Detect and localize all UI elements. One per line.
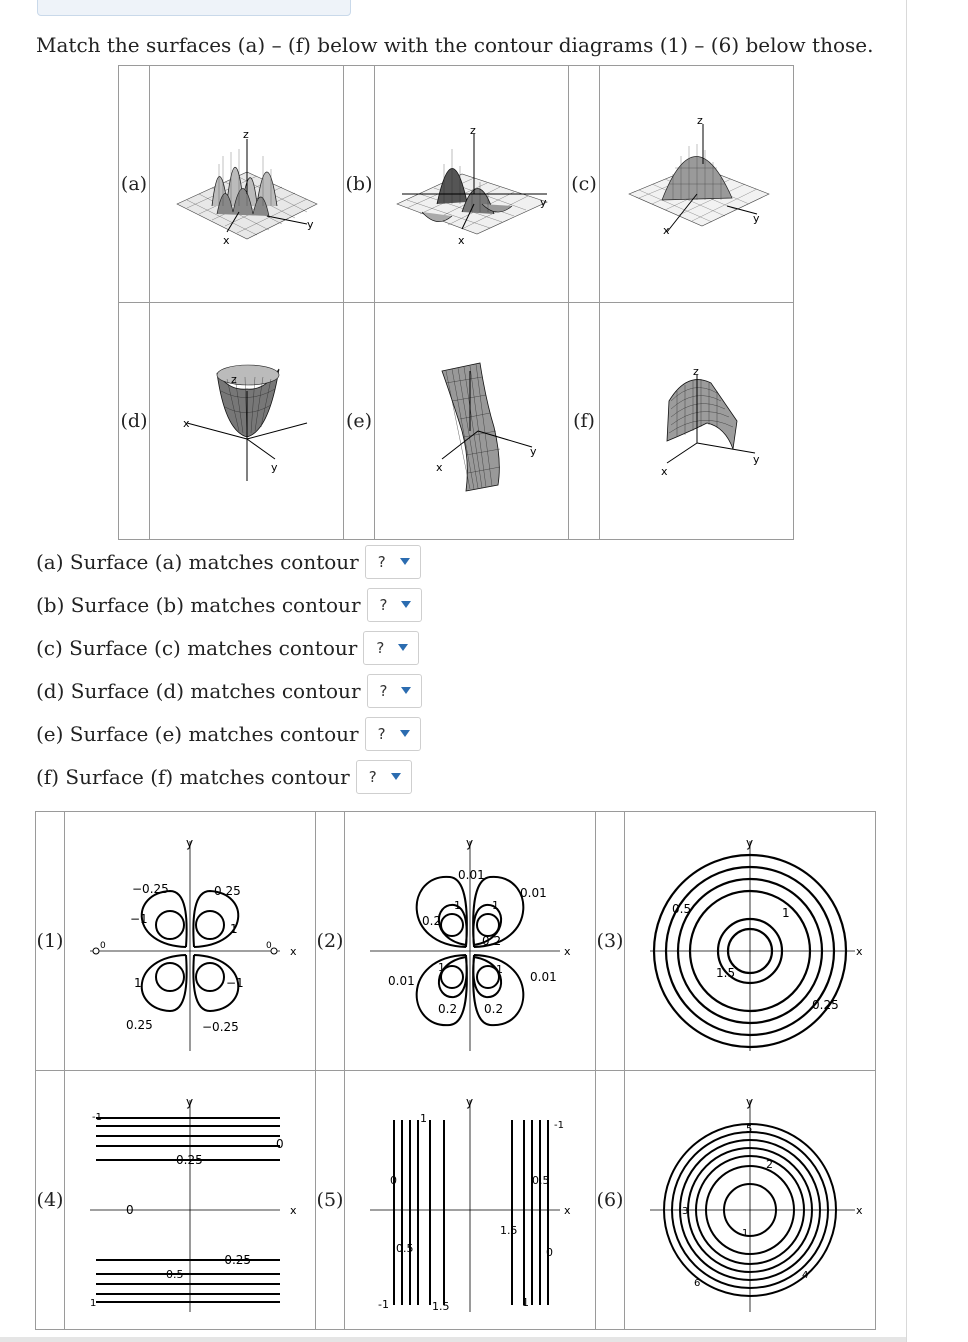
contour-2-label-right: 0.01 xyxy=(530,970,557,984)
surface-d-cell xyxy=(150,303,344,540)
contour-label-2: (2) xyxy=(316,812,345,1071)
answer-label-b: (b) Surface (b) matches contour xyxy=(36,592,361,617)
answer-row-a xyxy=(36,540,422,583)
contour-select-c[interactable] xyxy=(363,631,419,665)
contour-2-x-label: x xyxy=(564,945,571,958)
contour-select-d[interactable] xyxy=(367,674,423,708)
contour-5-label-d: -1 xyxy=(378,1298,389,1311)
surface-e-plot xyxy=(382,331,562,511)
surface-c-y-label: y xyxy=(752,212,760,225)
contour-1-label-sw-outer: 0.25 xyxy=(126,1018,153,1032)
surface-a-y-label: y xyxy=(306,218,314,231)
chevron-down-icon xyxy=(398,644,408,651)
contour-select-f[interactable] xyxy=(356,760,412,794)
contour-4-label-lower-mid: -0.25 xyxy=(220,1253,252,1267)
contour-2-plot xyxy=(350,821,590,1061)
chevron-down-icon xyxy=(400,558,410,565)
contour-label-3: (3) xyxy=(596,812,625,1071)
contour-2-label-ne-in: 1 xyxy=(492,899,499,912)
surface-c-cell xyxy=(600,66,794,303)
answers-list xyxy=(36,540,422,798)
contour-5-label-b: 0 xyxy=(390,1174,397,1187)
contour-1-label-axis-left: 0 xyxy=(100,941,106,951)
surface-f-plot xyxy=(607,331,787,511)
contour-2-label-sw-in: 1 xyxy=(438,961,445,974)
contour-2-label-left: 0.01 xyxy=(388,974,415,988)
contour-6-x-label: x xyxy=(856,1204,863,1217)
contour-3-y-label: y xyxy=(746,836,754,850)
contour-select-a-value: ? xyxy=(377,552,386,571)
contour-5-label-e: 1.5 xyxy=(432,1300,450,1313)
surface-b-z-label: z xyxy=(469,124,476,137)
answer-row-b xyxy=(36,583,422,626)
contour-4-label-top-right: 0 xyxy=(276,1137,284,1151)
contour-4-label-left-mid: 0 xyxy=(126,1203,134,1217)
surface-a-z-label: z xyxy=(242,128,249,141)
contour-1-label-ne-outer: 0.25 xyxy=(214,884,241,898)
surface-f-cell xyxy=(600,303,794,540)
contour-3-label-outer: 0.5 xyxy=(672,902,692,916)
contour-label-1: (1) xyxy=(36,812,65,1071)
surface-b-cell xyxy=(375,66,569,303)
contour-2-label-top-right: 0.01 xyxy=(520,886,547,900)
contour-5-y-label: y xyxy=(466,1095,474,1109)
contour-1-label-se-outer: −0.25 xyxy=(202,1020,239,1034)
contour-4-cell xyxy=(65,1071,316,1330)
contour-1-label-axis-right: 0 xyxy=(266,941,272,951)
contour-5-plot xyxy=(350,1080,590,1320)
surfaces-table xyxy=(118,65,794,540)
contour-5-label-c: 0.5 xyxy=(396,1242,414,1255)
contour-5-label-a: 1 xyxy=(420,1112,427,1125)
answer-row-d xyxy=(36,669,422,712)
contour-6-label-2: 2 xyxy=(766,1158,773,1171)
contour-select-c-value: ? xyxy=(376,638,385,657)
surface-c-plot xyxy=(607,94,787,274)
contour-4-plot xyxy=(70,1080,310,1320)
chevron-down-icon xyxy=(400,730,410,737)
surface-label-e: (e) xyxy=(344,303,375,540)
contour-2-label-ne: 0.2 xyxy=(482,934,502,948)
surface-e-y-label: y xyxy=(529,445,537,458)
surface-d-z-label: z xyxy=(230,373,237,386)
contour-3-cell xyxy=(625,812,876,1071)
contour-1-label-ne-inner: 1 xyxy=(230,922,238,936)
contour-3-label-right: 0.25 xyxy=(812,998,839,1012)
contour-2-label-top: 0.01 xyxy=(458,868,485,882)
contour-1-plot xyxy=(70,821,310,1061)
contour-select-e-value: ? xyxy=(377,724,386,743)
answer-label-f: (f) Surface (f) matches contour xyxy=(36,764,350,789)
contour-6-label-4: 4 xyxy=(802,1270,809,1281)
previous-field-box xyxy=(37,0,351,16)
answer-label-d: (d) Surface (d) matches contour xyxy=(36,678,361,703)
chevron-down-icon xyxy=(401,687,411,694)
surface-c-z-label: z xyxy=(696,114,703,127)
contour-select-b[interactable] xyxy=(367,588,423,622)
contour-2-cell xyxy=(345,812,596,1071)
contour-4-x-label: x xyxy=(290,1204,297,1217)
surface-c-x-label: x xyxy=(662,224,670,237)
surface-label-c: (c) xyxy=(569,66,600,303)
contour-1-label-sw-inner: 1 xyxy=(134,976,142,990)
surface-label-f: (f) xyxy=(569,303,600,540)
contour-6-cell xyxy=(625,1071,876,1330)
surface-b-y-label: y xyxy=(539,196,547,209)
contour-select-f-value: ? xyxy=(368,767,377,786)
surface-f-x-label: x xyxy=(660,465,668,478)
contours-table xyxy=(35,811,876,1330)
contour-label-4: (4) xyxy=(36,1071,65,1330)
surface-f-y-label: y xyxy=(752,453,760,466)
surface-a-cell xyxy=(150,66,344,303)
contour-6-label-5: 5 xyxy=(746,1124,753,1135)
contour-1-label-se-inner: −1 xyxy=(226,976,244,990)
contour-select-d-value: ? xyxy=(379,681,388,700)
contour-2-label-nw-in: 1 xyxy=(454,899,461,912)
answer-label-e: (e) Surface (e) matches contour xyxy=(36,721,359,746)
contour-1-x-label: x xyxy=(290,945,297,958)
page-bottom-border xyxy=(0,1337,906,1342)
page-right-border xyxy=(906,0,907,1342)
contour-select-a[interactable] xyxy=(365,545,421,579)
chevron-down-icon xyxy=(391,773,401,780)
chevron-down-icon xyxy=(401,601,411,608)
contour-3-plot xyxy=(630,821,870,1061)
contour-3-label-mid: 1 xyxy=(782,906,790,920)
answer-row-e xyxy=(36,712,422,755)
contour-5-cell xyxy=(345,1071,596,1330)
contour-2-label-sw: 0.2 xyxy=(438,1002,458,1016)
surface-label-d: (d) xyxy=(119,303,150,540)
contour-1-label-nw-inner: −1 xyxy=(130,912,148,926)
contour-5-label-g: 1.5 xyxy=(500,1224,518,1237)
contour-1-y-label: y xyxy=(186,836,194,850)
contour-2-label-se-in: 1 xyxy=(496,963,503,976)
answer-row-f xyxy=(36,755,422,798)
surface-d-x-label: x xyxy=(182,417,190,430)
contour-3-label-inner: 1.5 xyxy=(716,966,736,980)
surface-e-x-label: x xyxy=(435,461,443,474)
surface-e-cell xyxy=(375,303,569,540)
surface-d-plot xyxy=(157,331,337,511)
contour-select-e[interactable] xyxy=(365,717,421,751)
question-text: Match the surfaces (a) – (f) below with the contour diagrams (1) – (6) below those. xyxy=(36,33,874,57)
contour-4-y-label: y xyxy=(186,1095,194,1109)
surface-label-b: (b) xyxy=(344,66,375,303)
surface-b-plot xyxy=(382,94,562,274)
contour-5-label-i: 1 xyxy=(522,1296,529,1309)
contour-label-5: (5) xyxy=(316,1071,345,1330)
contour-2-label-se: 0.2 xyxy=(484,1002,504,1016)
contour-4-label-lower-left: 0.5 xyxy=(166,1268,184,1281)
surface-a-plot xyxy=(157,94,337,274)
contour-4-label-top-left: -1 xyxy=(92,1112,102,1123)
contour-6-label-1: 1 xyxy=(742,1228,749,1239)
answer-label-c: (c) Surface (c) matches contour xyxy=(36,635,358,660)
surface-f-z-label: z xyxy=(692,365,699,378)
contour-3-x-label: x xyxy=(856,945,863,958)
contour-6-label-3: 3 xyxy=(682,1206,689,1217)
contour-5-label-j: -1 xyxy=(554,1120,564,1131)
contour-1-label-nw-outer: −0.25 xyxy=(132,882,169,896)
contour-2-label-nw: 0.2 xyxy=(422,914,442,928)
contour-4-label-upper-mid: 0.25 xyxy=(176,1153,203,1167)
contour-4-label-bottom-left: 1 xyxy=(90,1298,97,1309)
answer-label-a: (a) Surface (a) matches contour xyxy=(36,549,359,574)
contour-6-label-6: 6 xyxy=(694,1278,701,1289)
contour-5-x-label: x xyxy=(564,1204,571,1217)
contour-6-y-label: y xyxy=(746,1095,754,1109)
contour-select-b-value: ? xyxy=(379,595,388,614)
surface-a-x-label: x xyxy=(222,234,230,247)
contour-6-plot xyxy=(630,1080,870,1320)
surface-d-y-label: y xyxy=(270,461,278,474)
surface-b-x-label: x xyxy=(457,234,465,247)
contour-5-label-f: 0.5 xyxy=(532,1174,550,1187)
answer-row-c xyxy=(36,626,422,669)
surface-label-a: (a) xyxy=(119,66,150,303)
contour-1-cell xyxy=(65,812,316,1071)
contour-label-6: (6) xyxy=(596,1071,625,1330)
contour-5-label-h: 0 xyxy=(546,1246,553,1259)
contour-2-y-label: y xyxy=(466,836,474,850)
